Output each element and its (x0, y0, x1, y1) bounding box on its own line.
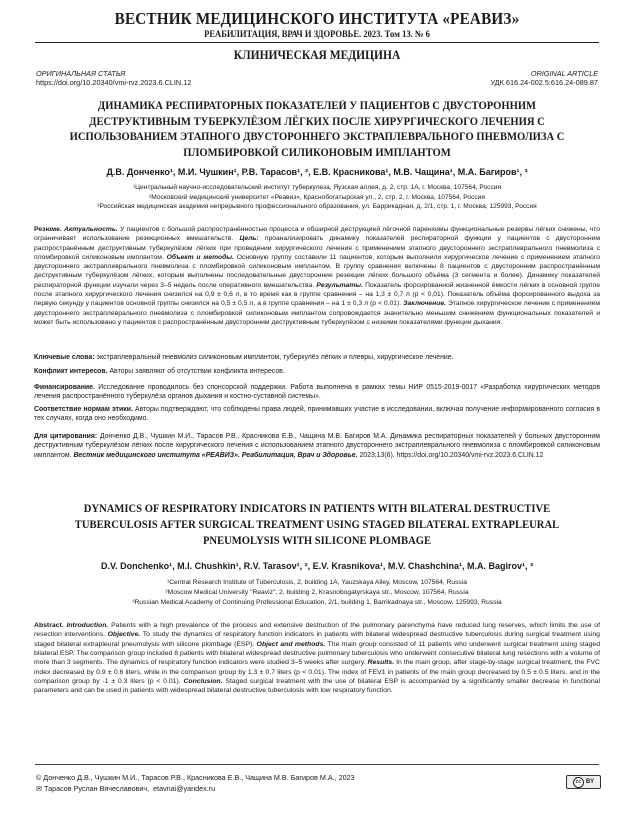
abstract-section-text: Этапное хирургическое лечение с применением двустороннего экстраплеврального пневмолиза с пломбировкой силиконовым имплантом сопровождается значительно меньшим снижением функциональных показателей и может быть использовано у пациентов с распространённым двусторонним деструктивным туберкулёзом с низкими показателями функции дыхания. (34, 300, 600, 326)
citation-doi[interactable]: 2023;13(6). https://doi.org/10.20340/vmi-rvz.2023.6.CLIN.12 (357, 451, 544, 459)
ethics-ru (34, 405, 600, 424)
abstract-section-label: Introduction. (66, 622, 109, 629)
affiliations-ru (30, 183, 604, 212)
section-heading: КЛИНИЧЕСКАЯ МЕДИЦИНА (233, 48, 401, 62)
abstract-section-label: Results. (367, 659, 395, 667)
article-type-ru: ОРИГИНАЛЬНАЯ СТАТЬЯ (36, 69, 126, 78)
abstract-section-text: In the main group, after stage-by-stage surgical treatment, the FVC index decreased by 0.9 ± 0.6 liters, while in the comparison group by 1.3 ± 0.7 liters (p < 0.01). The index of FEV1 in patients of the main group decreased by 0.5 ± 0.5 liters, and in the comparison group by -1 ± 0.3 liters (p < 0.01). (34, 659, 600, 686)
abstract-label: Резюме. (34, 226, 62, 233)
conflict-text: Авторы заявляют об отсутствии конфликта интересов. (107, 368, 285, 375)
abstract-section-text: У пациентов с большой распространённостью процесса и обширной деструкцией лёгочной паренхимы функциональные резервы лёгких снижены, что ограничивает использование резекционных вмешательств. (34, 226, 600, 243)
license-text: BY (585, 779, 595, 785)
conflict-label: Конфликт интересов. (34, 368, 108, 375)
affiliation: ³Российская медицинская академия непрерывного профессионального образования, ул. Баррикадная, д. 2/1, стр. 1, г. Москва, 125993, Россия (97, 203, 537, 211)
abstract-section-label: Актуальность. (63, 226, 118, 233)
journal-subtitle: РЕАБИЛИТАЦИЯ, ВРАЧ И ЗДОРОВЬЕ. 2023. Том 13. № 6 (204, 30, 430, 40)
affiliation: ³Russian Medical Academy of Continuing Professional Education, 2/1, building 1, Barrikadnaya str., Moscow, 125993, Russia (132, 598, 502, 606)
abstract-label: Abstract. (34, 622, 64, 629)
ethics-label: Соответствие нормам этики. (34, 406, 133, 413)
citation-journal: Вестник медицинского института «РЕАВИЗ». Реабилитация, Врач и Здоровье. (73, 451, 358, 459)
abstract-en (34, 621, 600, 696)
cc-circle-icon: cc (573, 777, 584, 788)
copyright: © Донченко Д.В., Чушкин М.И., Тарасов Р.В., Красникова Е.В., Чащина М.В. Багиров М.А., 2023 (36, 773, 355, 782)
envelope-icon: ✉ (36, 784, 43, 793)
abstract-section-label: Object and methods. (256, 640, 326, 648)
affiliation: ¹Central Research Institute of Tuberculosis, 2, building 1A, Yauzskaya Alley, Moscow, 107564, Russia (167, 579, 467, 586)
contact-email[interactable]: etavnai@yandex.ru (153, 784, 216, 793)
article-title-en: DYNAMICS OF RESPIRATORY INDICATORS IN PATIENTS WITH BILATERAL DESTRUCTIVE TUBERCULOSIS AFTER SURGICAL TREATMENT USING STAGED BILATERAL EXTRAPLEURAL PNEUMOLYSIS WITH SILICONE PLOMBAGE (74, 503, 560, 547)
conflict-ru (34, 367, 600, 376)
authors-en: D.V. Donchenko¹, M.I. Chushkin¹, R.V. Tarasov¹, ², E.V. Krasnikova¹, M.V. Chashchina¹, M.A. Bagirov¹, ³ (100, 561, 534, 571)
funding-label: Финансирование. (34, 384, 95, 391)
abstract-section-text: To study the dynamics of respiratory function indicators in patients with bilateral widespread destructive tuberculosis during surgical treatment using staged bilateral extrapleural pneumolysis with silicone plombage (ESP). (34, 631, 600, 648)
funding-text: Исследование проводилось без спонсорской поддержки. Работа выполнена в рамках темы НИР 0515-2019-0017 «Разработка хирургических методов лечения распространённого туберкулёза органов дыхания и костно-суставной системы». (34, 384, 600, 401)
keywords-label: Ключевые слова: (34, 354, 95, 361)
contact-name: Тарасов Руслан Вячеславович, (44, 784, 150, 793)
article-meta-right (490, 69, 598, 87)
citation-text: Донченко Д.В., Чушкин М.И., Тарасов Р.В., Красникова Е.В., Чащина М.В. Багиров М.А. Динамика респираторных показателей у больных двусторонним деструктивным туберкулёзом лёгких после хирургического лечения с использованием этапного двустороннего экстраплеврального пневмолиза с пломбировкой силиконовым имплантом. (34, 433, 600, 459)
citation-label: Для цитирования: (34, 433, 98, 440)
abstract-section-label: Заключение. (403, 300, 446, 308)
abstract-section-label: Цель: (239, 235, 259, 243)
contact-line (36, 783, 355, 794)
affiliation: ²Московский медицинский университет «Реавиз», Краснобогатырская ул., 2, стр. 2, г. Москва, 107564, Россия (149, 193, 485, 201)
abstract-section-text: Показатель форсированной жизненной ёмкости лёгких в основной группе после этапного хирургического лечения снизился на 0,9 ± 0,6 л, в то время как в группе сравнения – на 1,3 ± 0,7 л (p < 0,01). Показатель объёма форсированного выдоха за первую секунду у пациентов основной группы снизился на 0,5 ± 0,5 л, а в группе сравнения – на 1 ± 0,3 л (p < 0,01). (34, 281, 600, 308)
citation-ru (34, 432, 600, 460)
keywords-ru (34, 353, 600, 362)
cc-by-icon[interactable] (566, 775, 601, 789)
ethics-text: Авторы подтверждают, что соблюдены права людей, принимавших участие в исследовании, включая получение информированного согласия в тех случаях, когда оно необходимо. (34, 406, 600, 423)
abstract-section-text: проанализировать динамику показателей респираторной функции у пациентов с двусторонним распространённым деструктивным туберкулёзом лёгких при проведении хирургического лечения с применением этапного двустороннего экстраплеврального пневмолиза с пломбировкой силиконовым имплантом. (34, 235, 600, 261)
footer (36, 772, 355, 794)
abstract-section-label: Объект и методы. (166, 253, 234, 261)
doi-link[interactable]: https://doi.org/10.20340/vmi-rvz.2023.6.CLIN.12 (36, 78, 192, 88)
abstract-section-text: Staged surgical treatment with the use of bilateral ESP is accompanied by a significantly smaller decrease in functional parameters and can be used in patients with widespread bilateral destructive tuberculosis with low respiratory function. (34, 678, 600, 695)
affiliation: ²Moscow Medical University "Reaviz", 2, building 2, Krasnobogatyrskaya str., Moscow, 107564, Russia (165, 588, 469, 596)
abstract-section-label: Conclusion. (183, 678, 223, 686)
funding-ru (34, 383, 600, 402)
journal-title: ВЕСТНИК МЕДИЦИНСКОГО ИНСТИТУТА «РЕАВИЗ» (114, 9, 520, 28)
article-title-ru: ДИНАМИКА РЕСПИРАТОРНЫХ ПОКАЗАТЕЛЕЙ У ПАЦИЕНТОВ С ДВУСТОРОННИМ ДЕСТРУКТИВНЫМ ТУБЕРКУЛЁЗОМ ЛЁГКИХ ПОСЛЕ ХИРУРГИЧЕСКОГО ЛЕЧЕНИЯ С ИСПОЛЬЗОВАНИЕМ ЭТАПНОГО ДВУСТОРОННЕГО ЭКСТРАПЛЕВРАЛЬНОГО ПНЕВМОЛИЗА С ПЛОМБИРОВКОЙ СИЛИКОНОВЫМ ИМПЛАНТОМ (69, 100, 565, 159)
header-divider (35, 42, 599, 43)
abstract-ru (34, 225, 600, 327)
abstract-section-label: Objective. (107, 631, 141, 639)
abstract-section-label: Результаты. (316, 281, 363, 289)
authors-ru: Д.В. Донченко¹, М.И. Чушкин¹, Р.В. Тарасов¹, ², Е.В. Красникова¹, М.В. Чащина¹, М.А. Багиров¹, ³ (106, 167, 528, 177)
keywords-text: экстраплевральный пневмолиз силиконовым имплантом, туберкулёз лёгких и плевры, хирургическое лечение. (94, 354, 454, 361)
article-type-en: ORIGINAL ARTICLE (530, 69, 598, 78)
abstract-section-text: The main group consisted of 11 patients who underwent surgical treatment using staged bilateral ESP. The comparison group included 8 patients with bilateral widespread destructive pulmonary tuberculosis who underwent consecutive bilateral lung resections with a volume of more than 3 segments. The dynamics of respiratory function indicators were studied 3–5 weeks after surgery. (34, 640, 600, 667)
footer-divider (35, 764, 599, 765)
abstract-section-text: Основную группу составили 11 пациентов, которым выполнили хирургическое лечение с применением этапного двустороннего экстраплеврального пневмолиза с пломбировкой силиконовым имплантом. В группу сравнения включены 8 пациентов с двусторонним распространённым деструктивным туберкулёзом лёгких, которым выполнены последовательные двусторонние резекции лёгких большого объёма (3 сегмента и более). Динамику показателей респираторной функции изучали через 3–5 недель после оперативного вмешательства. (34, 253, 600, 289)
article-meta-left (36, 69, 191, 87)
affiliation: ¹Центральный научно-исследовательский институт туберкулеза, Яузская аллея, д. 2, стр. 1А, г. Москва, 107564, Россия (132, 184, 502, 191)
abstract-section-text: Patients with a high prevalence of the process and extensive destruction of the pulmonary parenchyma have reduced lung reserves, which limits the use of resection interventions. (34, 622, 601, 639)
udc-code: УДК 616.24-002.5:616.24-089.87 (490, 78, 598, 88)
affiliations-en (30, 578, 604, 607)
